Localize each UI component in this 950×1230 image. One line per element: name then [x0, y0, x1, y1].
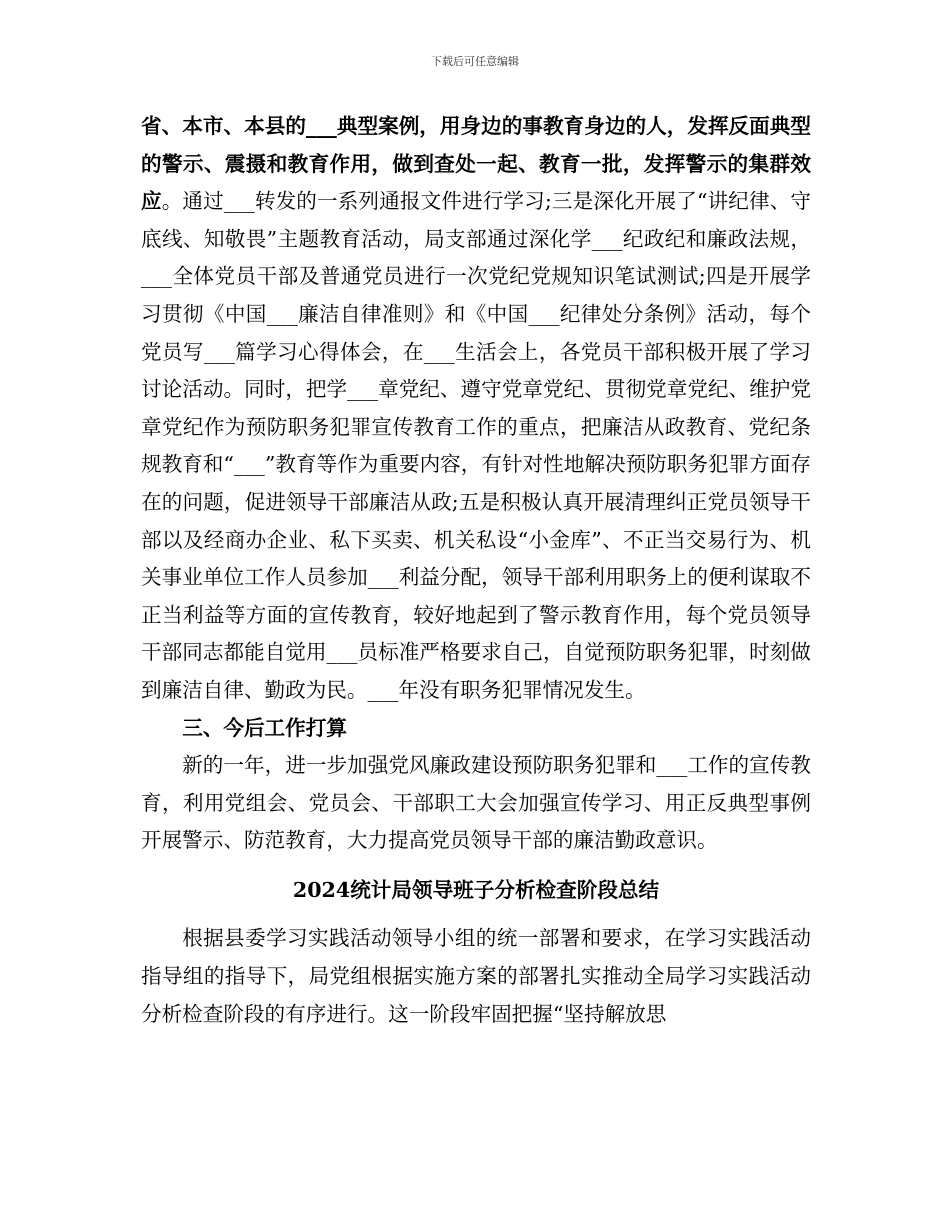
paragraph-text: 。通过___转发的一系列通报文件进行学习;三是深化开展了“讲纪律、守底线、知敬畏”主题教育活动，局支部通过深化学___纪政纪和廉政法规，___全体党员干部及普通党员进行一次党纪党规知识笔试测试;四是开展学习贯彻《中国___廉洁自律准则》和《中国___纪律处分条例》活动，每个党员写___篇学习心得体会，在___生活会上，各党员干部积极开展了学习讨论活动。同时，把学___章党纪、遵守党章党纪、贯彻党章党纪、维护党章党纪作为预防职务犯罪宣传教育工作的重点，把廉洁从政教育、党纪条规教育和“___”教育等作为重要内容，有针对性地解决预防职务犯罪方面存在的问题，促进领导干部廉洁从政;五是积极认真开展清理纠正党员领导干部以及经商办企业、私下买卖、机关私设“小金库”、不正当交易行为、机关事业单位工作人员参加___利益分配，领导干部利用职务上的便利谋取不正当利益等方面的宣传教育，较好地起到了警示教育作用，每个党员领导干部同志都能自觉用___员标准严格要求自己，自觉预防职务犯罪，时刻做到廉洁自律、勤政为民。___年没有职务犯罪情况发生。	[141, 189, 811, 702]
paragraph-warning-education	[141, 108, 811, 710]
page-header: 下载后可任意编辑	[431, 55, 519, 68]
paragraph-future-plan: 新的一年，进一步加强党风廉政建设预防职务犯罪和___工作的宣传教育，利用党组会、党员会、干部职工大会加强宣传学习、用正反典型事例开展警示、防范教育，大力提高党员领导干部的廉洁勤政意识。	[141, 753, 811, 853]
section-heading: 三、今后工作打算	[182, 715, 347, 740]
bold-lead-text: 省、本市、本县的___典型案例，用身边的事教育身边的人，发挥反面典型的警示、震摄和教育作用，做到查处一起、教育一批，发挥警示的集群效应	[141, 114, 811, 214]
document-body	[141, 108, 811, 1033]
document-title: 2024统计局领导班子分析检查阶段总结	[292, 877, 660, 902]
paragraph-analysis-summary: 根据县委学习实践活动领导小组的统一部署和要求，在学习实践活动指导组的指导下，局党组根据实施方案的部署扎实推动全局学习实践活动分析检查阶段的有序进行。这一阶段牢固把握“坚持解放思	[141, 926, 811, 1026]
